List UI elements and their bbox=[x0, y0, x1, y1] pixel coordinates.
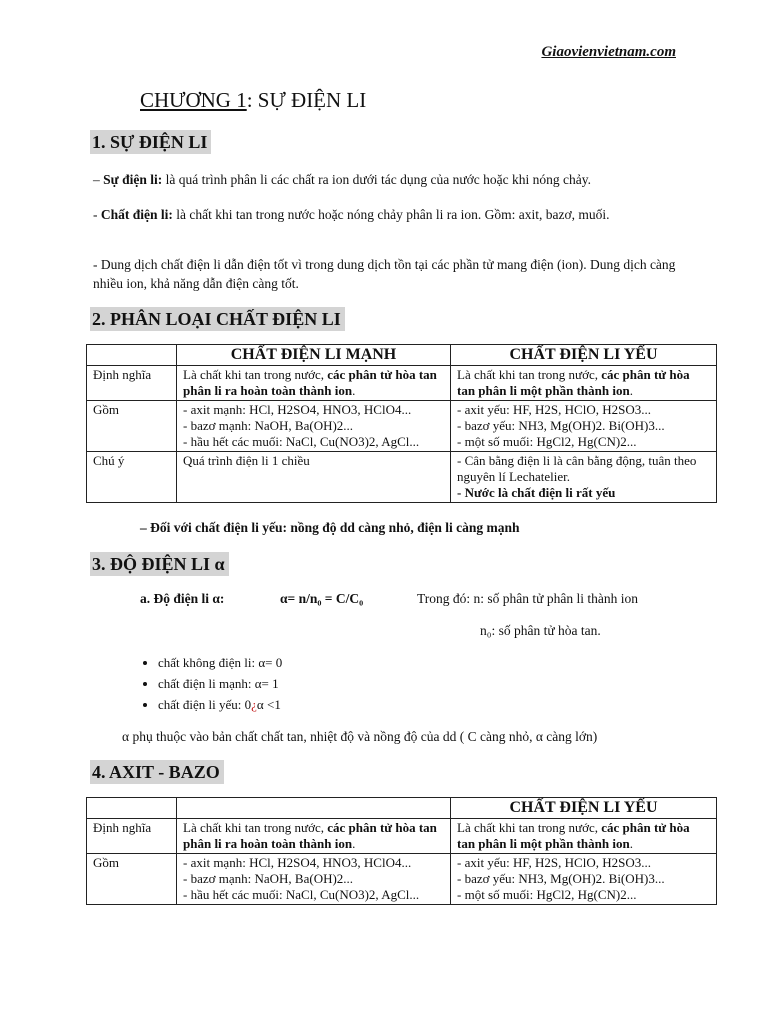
cell-text: Là chất khi tan trong nước, bbox=[457, 820, 602, 835]
alpha-n0: n₀: số phân tử hòa tan. bbox=[480, 623, 601, 638]
chapter-number: CHƯƠNG 1 bbox=[140, 88, 247, 112]
definition-electrolysis-text: là quá trình phân li các chất ra ion dưới tác dụng của nước hoặc khi nóng chảy. bbox=[162, 172, 592, 187]
table-row bbox=[87, 452, 717, 503]
section-2-heading: 2. PHÂN LOẠI CHẤT ĐIỆN LI bbox=[90, 307, 345, 331]
electrolyte-classification-table bbox=[86, 344, 717, 503]
alpha-formula: α= n/n₀ = C/C₀ bbox=[280, 591, 364, 606]
cell-weak: Là chất khi tan trong nước, các phân tử hòa tan phân li một phần thành ion. bbox=[451, 819, 717, 854]
list-item: - bazơ yếu: NH3, Mg(OH)2. Bi(OH)3... bbox=[457, 871, 665, 886]
list-item: • chất điện li mạnh: α= 1 bbox=[158, 673, 282, 694]
chapter-name: : SỰ ĐIỆN LI bbox=[246, 88, 367, 112]
list-item: - bazơ mạnh: NaOH, Ba(OH)2... bbox=[183, 871, 354, 886]
definition-electrolysis: – Sự điện li: là quá trình phân li các chất ra ion dưới tác dụng của nước hoặc khi nóng chảy. bbox=[93, 172, 592, 187]
alpha-dependence: α phụ thuộc vào bản chất chất tan, nhiệt độ và nồng độ của dd ( C càng nhỏ, α càng lớn) bbox=[122, 729, 598, 744]
table-row bbox=[87, 366, 717, 401]
cell-weak bbox=[451, 452, 717, 503]
list-item bbox=[158, 694, 282, 715]
cell-text: Là chất khi tan trong nước, bbox=[183, 367, 328, 382]
cell-strong: Là chất khi tan trong nước, các phân tử hòa tan phân li ra hoàn toàn thành ion. bbox=[177, 819, 451, 854]
alpha-where: Trong đó: n: số phân tử phân li thành ion bbox=[417, 591, 638, 606]
acid-base-table bbox=[86, 797, 717, 905]
section-4-heading: 4. AXIT - BAZO bbox=[90, 760, 224, 784]
section-1-heading: 1. SỰ ĐIỆN LI bbox=[90, 130, 211, 154]
list-item-text: α <1 bbox=[256, 697, 281, 712]
list-item: • chất không điện li: α= 0 bbox=[158, 652, 282, 673]
header-weak: CHẤT ĐIỆN LI YẾU bbox=[451, 345, 717, 366]
table-row bbox=[87, 819, 717, 854]
cell-text: Là chất khi tan trong nước, bbox=[183, 820, 328, 835]
cell-bold-text: các phân tử hòa tan phân li ra hoàn toàn thành ion bbox=[183, 820, 437, 851]
conductivity-paragraph: - Dung dịch chất điện li dẫn điện tốt vì trong dung dịch tồn tại các phần tử mang điện (ion). Dung dịch càng nhiều ion, khả năng dẫn điện càng tốt. bbox=[93, 257, 676, 291]
definition-electrolyte: - Chất điện li: là chất khi tan trong nước hoặc nóng chảy phân li ra ion. Gồm: axit, bazơ, muối. bbox=[93, 207, 610, 222]
term-electrolysis: Sự điện li: bbox=[103, 172, 163, 187]
cell-bold-text: các phân tử hòa tan phân li một phần thành ion bbox=[457, 367, 690, 398]
section-3-heading: 3. ĐỘ ĐIỆN LI α bbox=[90, 552, 229, 576]
header-empty bbox=[177, 798, 451, 819]
alpha-label: a. Độ điện li α: bbox=[140, 591, 225, 606]
symbol-glyph: ¿ bbox=[251, 697, 257, 712]
table-header-row bbox=[87, 345, 717, 366]
row-label: Gồm bbox=[87, 401, 177, 452]
definition-electrolyte-text: là chất khi tan trong nước hoặc nóng chảy phân li ra ion. Gồm: axit, bazơ, muối. bbox=[172, 207, 610, 222]
list-item: - Nước là chất điện li rất yếu bbox=[457, 485, 616, 500]
site-watermark[interactable]: Giaovienvietnam.com bbox=[541, 44, 676, 60]
cell-strong bbox=[177, 854, 451, 905]
list-item: - axit mạnh: HCl, H2SO4, HNO3, HClO4... bbox=[183, 402, 412, 417]
list-item: - bazơ mạnh: NaOH, Ba(OH)2... bbox=[183, 418, 354, 433]
cell-strong: Là chất khi tan trong nước, các phân tử hòa tan phân li ra hoàn toàn thành ion. bbox=[177, 366, 451, 401]
term-electrolyte: Chất điện li: bbox=[100, 207, 173, 222]
list-item: - một số muối: HgCl2, Hg(CN)2... bbox=[457, 434, 637, 449]
header-empty bbox=[87, 345, 177, 366]
table-row bbox=[87, 854, 717, 905]
table-row bbox=[87, 401, 717, 452]
list-item: - bazơ yếu: NH3, Mg(OH)2. Bi(OH)3... bbox=[457, 418, 665, 433]
cell-weak bbox=[451, 401, 717, 452]
list-item-text: chất điện li yếu: 0 bbox=[158, 697, 252, 712]
alpha-values-list bbox=[138, 652, 282, 715]
row-label: Gồm bbox=[87, 854, 177, 905]
cell-bold-text: các phân tử hòa tan phân li một phần thành ion bbox=[457, 820, 690, 851]
list-item: - một số muối: HgCl2, Hg(CN)2... bbox=[457, 887, 637, 902]
cell-weak bbox=[451, 854, 717, 905]
list-item: - axit mạnh: HCl, H2SO4, HNO3, HClO4... bbox=[183, 855, 412, 870]
cell-strong bbox=[177, 401, 451, 452]
row-label: Định nghĩa bbox=[87, 366, 177, 401]
header-strong: CHẤT ĐIỆN LI MẠNH bbox=[177, 345, 451, 366]
list-item: - hầu hết các muối: NaCl, Cu(NO3)2, AgCl... bbox=[183, 434, 420, 449]
chapter-title bbox=[140, 88, 366, 113]
header-weak: CHẤT ĐIỆN LI YẾU bbox=[451, 798, 717, 819]
row-label: Định nghĩa bbox=[87, 819, 177, 854]
list-item: - Cân bằng điện li là cân bằng động, tuân theo nguyên lí Lechatelier. bbox=[457, 453, 697, 484]
header-empty bbox=[87, 798, 177, 819]
weak-electrolyte-note: – Đối với chất điện li yếu: nồng độ dd càng nhỏ, điện li càng mạnh bbox=[140, 520, 520, 535]
row-label: Chú ý bbox=[87, 452, 177, 503]
list-item: - axit yếu: HF, H2S, HClO, H2SO3... bbox=[457, 402, 651, 417]
cell-weak: Là chất khi tan trong nước, các phân tử hòa tan phân li một phần thành ion. bbox=[451, 366, 717, 401]
list-item: - hầu hết các muối: NaCl, Cu(NO3)2, AgCl... bbox=[183, 887, 420, 902]
table-header-row bbox=[87, 798, 717, 819]
cell-text: Là chất khi tan trong nước, bbox=[457, 367, 602, 382]
cell-bold-text: các phân tử hòa tan phân li ra hoàn toàn thành ion bbox=[183, 367, 437, 398]
cell-strong: Quá trình điện li 1 chiều bbox=[177, 452, 451, 503]
list-item: - axit yếu: HF, H2S, HClO, H2SO3... bbox=[457, 855, 651, 870]
